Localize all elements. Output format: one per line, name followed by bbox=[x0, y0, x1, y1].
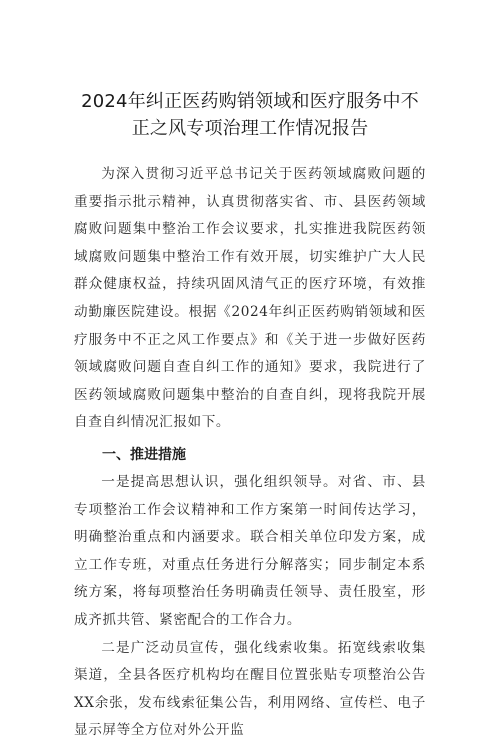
section-heading: 一、推进措施 bbox=[102, 446, 186, 463]
paragraph-2 bbox=[74, 635, 426, 745]
intro-text: 为深入贯彻习近平总书记关于医药领域腐败问题的重要指示批示精神，认真贯彻落实省、市、县医药领域腐败问题集中整治工作会议要求，扎实推进我院医药领域腐败问题集中整治工作有效开展，切实维护广大人民群众健康权益，持续巩固风清气正的医疗环境，有效推动勤廉医院建设。根据《2024年纠正医药购销领域和医疗服务中不正之风工作要点》和《关于进一步做好医药领域腐败问题自查自纠工作的通知》要求，我院进行了医药领域腐败问题集中整治的自查自纠，现将我院开展自查自纠情况汇报如下。 bbox=[74, 166, 426, 431]
intro-paragraph bbox=[74, 161, 426, 437]
paragraph-1 bbox=[74, 469, 426, 635]
paragraph-1-text: 一是提高思想认识，强化组织领导。对省、市、县专项整治工作会议精神和工作方案第一时间传达学习，明确整治重点和内涵要求。联合相关单位印发方案，成立工作专班，对重点任务进行分解落实；同步制定本系统方案，将每项整治任务明确责任领导、责任股室，形成齐抓共管、紧密配合的工作合力。 bbox=[74, 473, 426, 628]
document-title: 2024年纠正医药购销领域和医疗服务中不正之风专项治理工作情况报告 bbox=[81, 91, 419, 139]
paragraph-2-text: 二是广泛动员宣传，强化线索收集。拓宽线索收集渠道，全县各医疗机构均在醒目位置张贴专项整治公告XX余张，发布线索征集公告，利用网络、宣传栏、电子显示屏等全方位对外公开监 bbox=[74, 639, 426, 739]
